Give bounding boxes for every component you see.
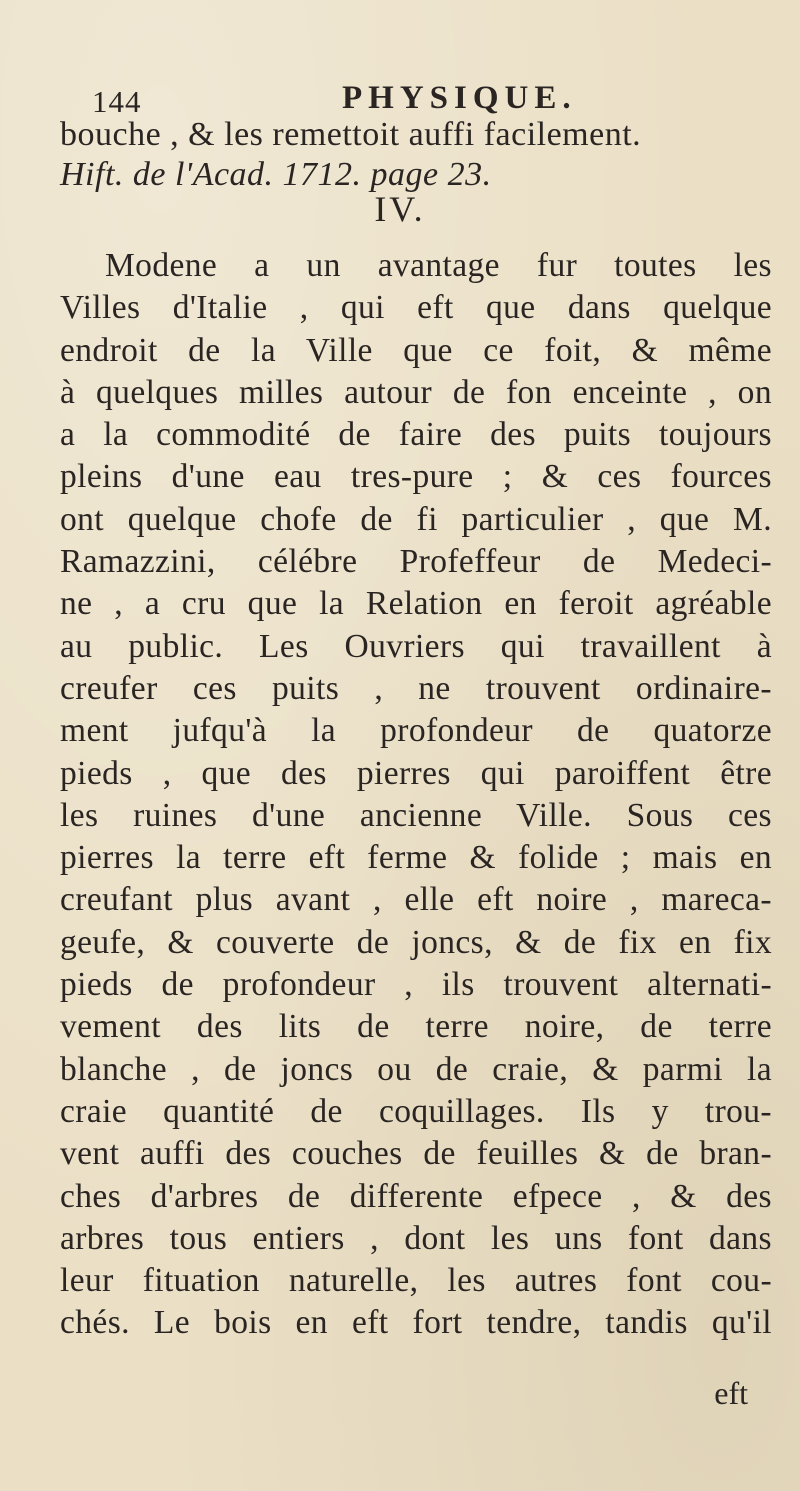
continuation-line: bouche , & les remettoit auffi facilement.: [60, 116, 642, 153]
text-line: creufer ces puits , ne trouvent ordinaire-: [60, 669, 772, 707]
paragraph: [60, 245, 772, 1345]
text-line: chés. Le bois en eft fort tendre, tandis qu'il: [60, 1304, 772, 1342]
text-line: ches d'arbres de differente efpece , & des: [60, 1177, 772, 1215]
text-line: arbres tous entiers , dont les uns font dans: [60, 1219, 772, 1257]
text-line: pleins d'une eau tres-pure ; & ces fources: [60, 458, 772, 496]
text-line: creufant plus avant , elle eft noire , mareca-: [60, 881, 772, 919]
citation-reference: Hift. de l'Acad. 1712. page 23.: [60, 156, 492, 193]
text-line: ment jufqu'à la profondeur de quatorze: [60, 712, 772, 750]
text-line: Ramazzini, célébre Profeffeur de Medeci-: [60, 543, 772, 581]
text-line: ne , a cru que la Relation en feroit agréable: [60, 585, 772, 623]
running-head: PHYSIQUE.: [342, 80, 577, 116]
page-number: 144: [92, 84, 142, 119]
text-line: a la commodité de faire des puits toujours: [60, 416, 772, 454]
text-line: les ruines d'une ancienne Ville. Sous ces: [60, 796, 772, 834]
text-line: craie quantité de coquillages. Ils y trou-: [60, 1092, 772, 1130]
text-line: endroit de la Ville que ce foit, & même: [60, 331, 772, 369]
text-line: geufe, & couverte de joncs, & de fix en fix: [60, 923, 772, 961]
text-line: pierres la terre eft ferme & folide ; mais en: [60, 839, 772, 877]
text-line: leur fituation naturelle, les autres font cou-: [60, 1262, 772, 1300]
text-line: pieds , que des pierres qui paroiffent être: [60, 754, 772, 792]
text-line: Villes d'Italie , qui eft que dans quelque: [60, 289, 772, 327]
text-line: au public. Les Ouvriers qui travaillent à: [60, 627, 772, 665]
text-line: vent auffi des couches de feuilles & de bran-: [60, 1135, 772, 1173]
text-line: blanche , de joncs ou de craie, & parmi la: [60, 1050, 772, 1088]
text-line: ont quelque chofe de fi particulier , que M.: [60, 500, 772, 538]
text-line: à quelques milles autour de fon enceinte , on: [60, 373, 772, 411]
continuation-text: [60, 115, 760, 195]
page-header: [92, 80, 752, 120]
text-line: pieds de profondeur , ils trouvent alternati-: [60, 966, 772, 1004]
section-number: IV.: [374, 189, 426, 229]
text-line: Modene a un avantage fur toutes les: [105, 247, 772, 284]
text-line: vement des lits de terre noire, de terre: [60, 1008, 772, 1046]
catchword: eft: [714, 1375, 748, 1411]
